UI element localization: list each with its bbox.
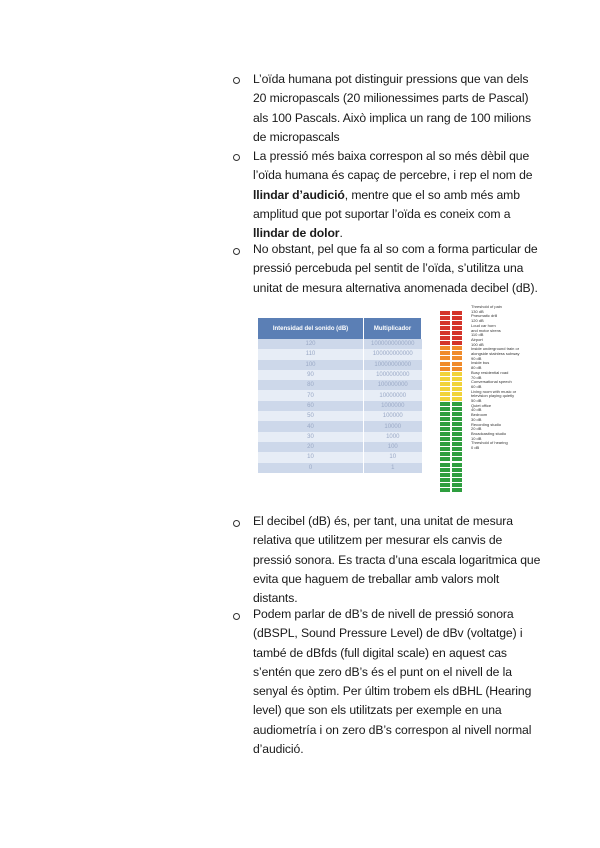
meter-segment <box>452 387 462 391</box>
line: evita que haguem de treballar amb valors molt <box>253 571 500 586</box>
table-header-row <box>258 318 422 339</box>
line: 20 micropascals (20 milionessimes parts de Pascal) <box>253 91 529 106</box>
meter-label: Inside underground train or <box>471 346 520 352</box>
bullet-2 <box>253 147 543 243</box>
cell-intensity: 110 <box>258 349 364 359</box>
table-row <box>258 421 422 431</box>
meter-segment <box>452 483 462 487</box>
line <box>253 186 543 205</box>
text: . <box>339 226 343 241</box>
meter-segment <box>452 457 462 461</box>
meter-segment <box>452 372 462 376</box>
cell-multiplier: 1000 <box>364 432 422 442</box>
meter-label: Busy residential road <box>471 369 509 375</box>
meter-segment <box>440 336 450 340</box>
meter-segment <box>440 316 450 320</box>
cell-intensity: 10 <box>258 452 364 462</box>
bullet-4 <box>253 512 543 608</box>
meter-segment <box>452 422 462 426</box>
meter-segment <box>440 402 450 406</box>
meter-segment <box>440 362 450 366</box>
meter-segment <box>452 316 462 320</box>
table-row <box>258 390 422 400</box>
cell-multiplier: 1000000000 <box>364 370 422 380</box>
meter-segment <box>440 351 450 355</box>
meter-label: 50 dB <box>471 398 482 404</box>
line: amplitud que pot suportar l’oïda es coneix com a <box>253 206 511 221</box>
cell-multiplier: 1000000 <box>364 401 422 411</box>
meter-label: 30 dB <box>471 416 482 422</box>
meter-label: 120 dB <box>471 318 484 324</box>
meter-segment <box>452 417 462 421</box>
cell-intensity: 30 <box>258 432 364 442</box>
meter-label: 10 dB <box>471 435 482 441</box>
meter-segment <box>440 442 450 446</box>
meter-label: 0 dB <box>471 445 480 451</box>
line: l’oïda humana és capaç de percebre, i rep el nom de <box>253 168 533 183</box>
meter-segment <box>452 452 462 456</box>
meter-label: 20 dB <box>471 426 482 432</box>
table-row <box>258 380 422 390</box>
meter-label: Conversational speech <box>471 379 512 385</box>
bullet-5 <box>253 605 543 759</box>
text: , mentre que el so amb més amb <box>344 187 520 202</box>
line: també de dBfds (full digital scale) en aquest cas <box>253 645 507 660</box>
meter-segment <box>452 473 462 477</box>
meter-segment <box>452 402 462 406</box>
meter-segment <box>440 463 450 467</box>
line: audiometría i on zero dB’s correspon al nivell normal <box>253 722 532 737</box>
cell-multiplier: 1000000000000 <box>364 339 422 349</box>
meter-label: alongside stainless subway <box>471 351 520 357</box>
meter-segment <box>440 417 450 421</box>
meter-label: Pneumatic drill <box>471 313 498 319</box>
table-row <box>258 370 422 380</box>
cell-intensity: 20 <box>258 442 364 452</box>
meter-segment <box>452 442 462 446</box>
table-header: Intensidad del sonido (dB) <box>258 318 364 339</box>
cell-intensity: 60 <box>258 401 364 411</box>
meter-segment <box>440 311 450 315</box>
meter-segment <box>440 387 450 391</box>
meter-label: 40 dB <box>471 407 482 413</box>
meter-segment <box>452 311 462 315</box>
meter-label: Threshold of hearing <box>471 440 508 446</box>
meter-segment <box>440 432 450 436</box>
meter-segment <box>452 392 462 396</box>
bullet-marker <box>233 613 243 623</box>
meter-segment <box>440 377 450 381</box>
decibel-meter-labels <box>471 305 541 451</box>
table-row <box>258 411 422 421</box>
meter-segment <box>440 392 450 396</box>
meter-segment <box>452 463 462 467</box>
meter-label: Inside bus <box>471 360 490 366</box>
meter-label: 110 dB <box>471 332 484 338</box>
meter-label: 100 dB <box>471 341 484 347</box>
line: d’audició. <box>253 742 304 757</box>
meter-segment <box>440 452 450 456</box>
meter-label: Broadcasting studio <box>471 430 507 436</box>
meter-segment <box>440 372 450 376</box>
meter-segment <box>452 326 462 330</box>
meter-segment <box>452 447 462 451</box>
line: distants. <box>253 591 298 606</box>
meter-segment <box>440 412 450 416</box>
bullet-marker <box>233 77 243 87</box>
meter-segment <box>440 367 450 371</box>
meter-segment <box>452 412 462 416</box>
meter-label: and motor sirens <box>471 327 501 333</box>
meter-segment <box>452 321 462 325</box>
line: Podem parlar de dB’s de nivell de pressió sonora <box>253 607 514 621</box>
meter-segment <box>440 382 450 386</box>
meter-segment <box>440 331 450 335</box>
line: level) que son els utilitzats per exemple en una <box>253 703 502 718</box>
meter-label: 90 dB <box>471 355 482 361</box>
meter-segment <box>452 488 462 492</box>
cell-intensity: 100 <box>258 360 364 370</box>
meter-label: 130 dB <box>471 308 484 314</box>
cell-multiplier: 10 <box>364 452 422 462</box>
table-row <box>258 360 422 370</box>
meter-segment <box>440 326 450 330</box>
cell-intensity: 70 <box>258 390 364 400</box>
meter-segment <box>452 432 462 436</box>
table-row <box>258 463 422 473</box>
table-body <box>258 339 422 473</box>
meter-segment <box>440 478 450 482</box>
meter-segment <box>440 483 450 487</box>
line: als 100 Pascals. Això implica un rang de 100 milions <box>253 110 531 125</box>
cell-intensity: 80 <box>258 380 364 390</box>
cell-multiplier: 100000000000 <box>364 349 422 359</box>
meter-segment <box>452 331 462 335</box>
meter-label: 60 dB <box>471 383 482 389</box>
cell-multiplier: 100 <box>364 442 422 452</box>
meter-segment <box>452 382 462 386</box>
line: La pressió més baixa correspon al so més dèbil que <box>253 149 530 163</box>
meter-segment <box>440 321 450 325</box>
meter-label: Loud car horn <box>471 322 496 328</box>
table-row <box>258 401 422 411</box>
cell-multiplier: 1 <box>364 463 422 473</box>
meter-segment <box>440 397 450 401</box>
line: relativa que utilitzem per mesurar els canvis de <box>253 533 503 548</box>
decibel-table <box>258 318 422 473</box>
meter-segment <box>440 457 450 461</box>
cell-intensity: 0 <box>258 463 364 473</box>
meter-segment <box>440 346 450 350</box>
meter-segment <box>452 478 462 482</box>
meter-segment <box>452 468 462 472</box>
meter-segment <box>452 336 462 340</box>
meter-label: television playing quietly <box>471 393 515 399</box>
meter-label: 80 dB <box>471 365 482 371</box>
meter-label: Quiet office <box>471 402 492 408</box>
bullet-marker <box>233 520 243 530</box>
meter-segment <box>452 341 462 345</box>
line: de micropascals <box>253 129 340 144</box>
meter-segment <box>440 437 450 441</box>
line: pressió sonora. Es tracta d’una escala logaritmica que <box>253 552 541 567</box>
cell-intensity: 50 <box>258 411 364 421</box>
meter-segment <box>452 377 462 381</box>
meter-segment <box>440 473 450 477</box>
meter-segment <box>452 362 462 366</box>
meter-segment <box>452 427 462 431</box>
meter-segment <box>440 422 450 426</box>
meter-segment <box>452 397 462 401</box>
bullet-1 <box>253 70 543 147</box>
meter-label: Threshold of pain <box>471 304 502 309</box>
meter-segment <box>452 356 462 360</box>
cell-multiplier: 100000000 <box>364 380 422 390</box>
meter-segment <box>452 407 462 411</box>
line: No obstant, pel que fa al so com a forma particular de <box>253 242 538 256</box>
cell-intensity: 120 <box>258 339 364 349</box>
line: pressió percebuda pel sentit de l’oïda, s’utilitza una <box>253 261 524 276</box>
bullet-marker <box>233 248 243 258</box>
meter-segment <box>452 351 462 355</box>
meter-label: Living room with music or <box>471 388 517 394</box>
meter-segment <box>452 346 462 350</box>
cell-intensity: 40 <box>258 421 364 431</box>
cell-intensity: 90 <box>258 370 364 380</box>
cell-multiplier: 10000000000 <box>364 360 422 370</box>
meter-segment <box>452 367 462 371</box>
line: s’entén que zero dB’s és el punt on el nivell de la <box>253 664 512 679</box>
meter-label: Airport <box>471 336 483 342</box>
table-row <box>258 432 422 442</box>
meter-segment <box>440 488 450 492</box>
term-llindar-audicio: llindar d’audició <box>253 187 345 202</box>
meter-label: 70 dB <box>471 374 482 380</box>
meter-segment <box>440 407 450 411</box>
cell-multiplier: 10000000 <box>364 390 422 400</box>
meter-segment <box>452 437 462 441</box>
bullet-marker <box>233 154 243 164</box>
line: El decibel (dB) és, per tant, una unitat de mesura <box>253 514 513 528</box>
meter-label: Recording studio <box>471 421 502 427</box>
table-row <box>258 339 422 349</box>
table-row <box>258 349 422 359</box>
table-header: Multiplicador <box>364 318 422 339</box>
line: senyal és òptim. Per últim trobem els dBHL (Hearing <box>253 684 532 699</box>
line: unitat de mesura alternativa anomenada decibel (dB). <box>253 280 538 295</box>
bullet-3 <box>253 240 543 298</box>
term-llindar-dolor: llindar de dolor <box>253 226 340 241</box>
meter-segment <box>440 427 450 431</box>
meter-segment <box>440 341 450 345</box>
line: (dBSPL, Sound Pressure Level) de dBv (voltatge) i <box>253 626 523 641</box>
cell-multiplier: 100000 <box>364 411 422 421</box>
meter-segment <box>440 356 450 360</box>
table-row <box>258 452 422 462</box>
meter-segment <box>440 468 450 472</box>
line: L’oïda humana pot distinguir pressions que van dels <box>253 72 529 86</box>
meter-label: Bedroom <box>471 412 488 418</box>
table-row <box>258 442 422 452</box>
meter-segment <box>440 447 450 451</box>
cell-multiplier: 10000 <box>364 421 422 431</box>
